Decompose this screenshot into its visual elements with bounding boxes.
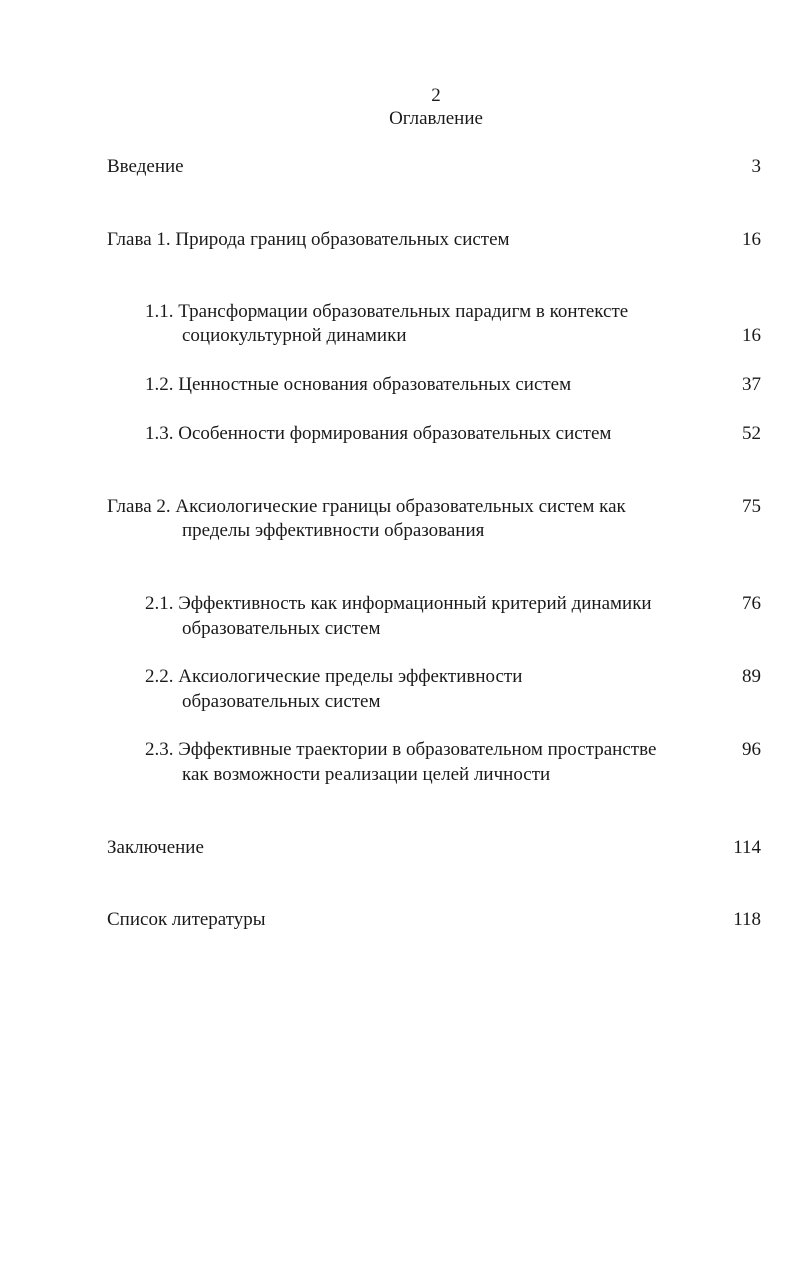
toc-entry-page: 16 <box>742 229 761 250</box>
toc-entry-page: 76 <box>742 593 761 614</box>
toc-entry-text: 2.1. Эффективность как информационный критерий динамики <box>145 593 652 614</box>
toc-entry-page: 3 <box>751 156 761 177</box>
toc-entry-text: Заключение <box>107 837 204 858</box>
toc-entry-page: 114 <box>733 837 761 858</box>
toc-entry-text: 2.3. Эффективные траектории в образовательном пространстве <box>145 739 657 760</box>
toc-entry-text-continued: образовательных систем <box>182 691 381 712</box>
toc-entry-text: 1.3. Особенности формирования образовательных систем <box>145 423 612 444</box>
toc-entry-text: 2.2. Аксиологические пределы эффективности <box>145 666 523 687</box>
toc-entry-text: Введение <box>107 156 184 177</box>
toc-entry-page: 75 <box>742 496 761 517</box>
toc-entry-text-continued: как возможности реализации целей личности <box>182 764 551 785</box>
toc-entry-text-continued: социокультурной динамики <box>182 325 407 346</box>
toc-entry-page: 96 <box>742 739 761 760</box>
toc-entry-page: 118 <box>733 909 761 930</box>
toc-entry-page: 52 <box>742 423 761 444</box>
toc-entry-text: Глава 1. Природа границ образовательных систем <box>107 229 510 250</box>
toc-entry-text: 1.1. Трансформации образовательных парадигм в контексте <box>145 301 629 322</box>
toc-title: Оглавление <box>389 108 483 129</box>
toc-entry-page: 89 <box>742 666 761 687</box>
toc-entry-page: 37 <box>742 374 761 395</box>
page-number: 2 <box>431 85 441 106</box>
toc-entry-text: Глава 2. Аксиологические границы образовательных систем как <box>107 496 626 517</box>
toc-entry-page: 16 <box>742 325 761 346</box>
toc-entry-text: Список литературы <box>107 909 266 930</box>
toc-entry-text: 1.2. Ценностные основания образовательных систем <box>145 374 572 395</box>
toc-entry-text-continued: пределы эффективности образования <box>182 520 485 541</box>
toc-entry-text-continued: образовательных систем <box>182 618 381 639</box>
